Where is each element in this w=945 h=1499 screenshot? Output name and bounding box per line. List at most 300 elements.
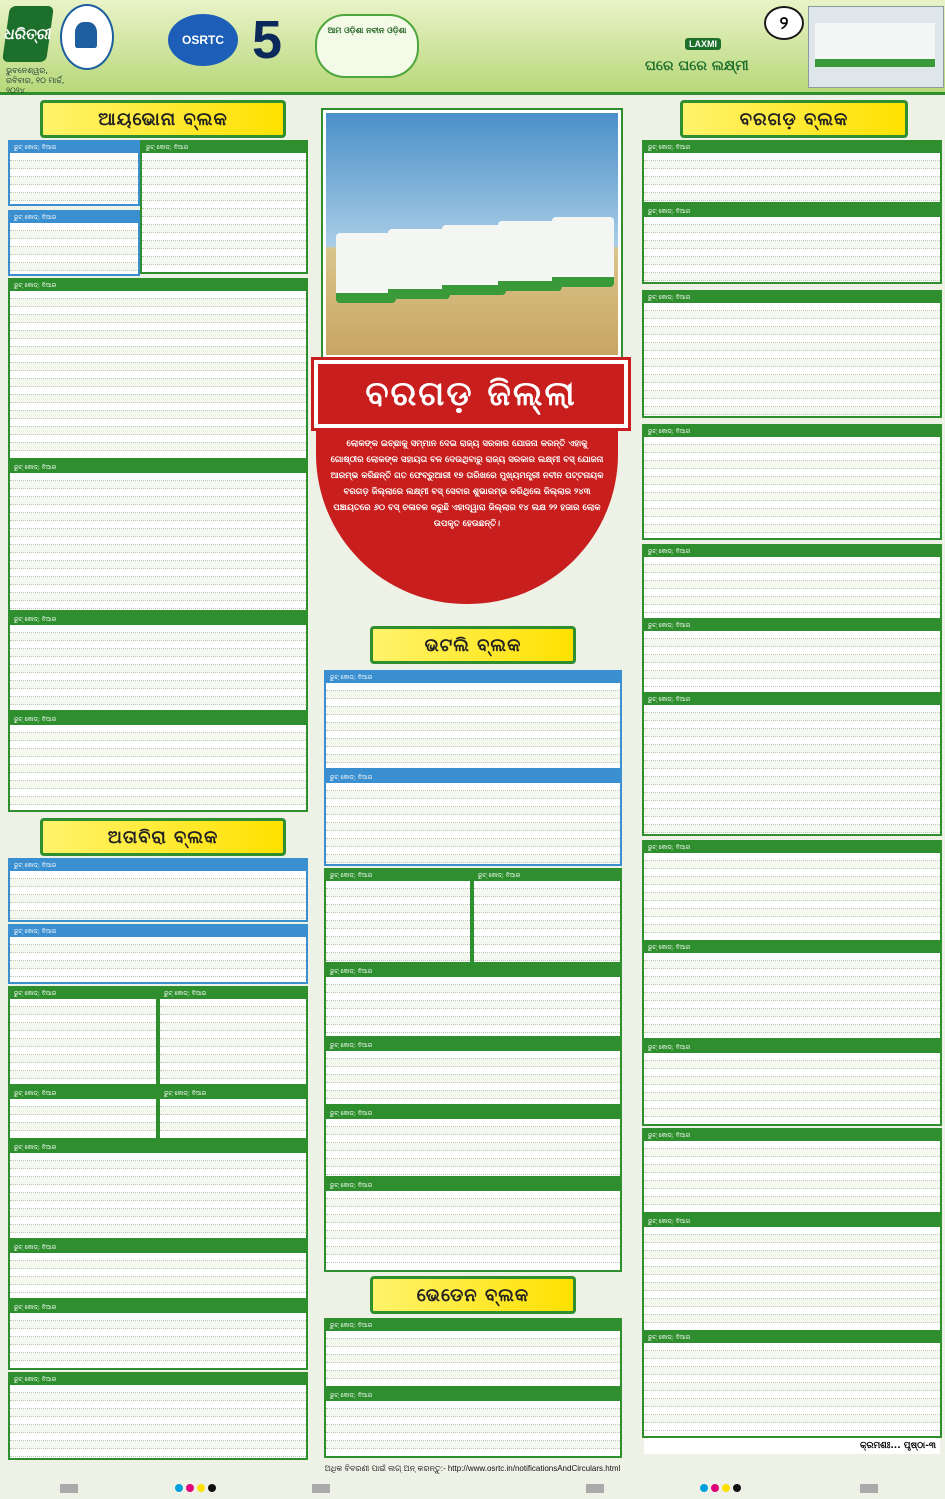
route-header: ରୁଟ୍ କୋଡ୍: ବିଆର	[10, 1302, 306, 1313]
table-row	[644, 311, 940, 319]
table-row	[644, 581, 940, 589]
table-row	[10, 733, 306, 741]
table-row	[644, 1399, 940, 1407]
table-row	[10, 781, 306, 789]
table-row	[644, 985, 940, 993]
route-header: ରୁଟ୍ କୋଡ୍: ବିଆର	[10, 926, 306, 937]
table-row	[644, 893, 940, 901]
table-row	[474, 937, 620, 945]
table-row	[644, 1259, 940, 1267]
table-row	[474, 881, 620, 889]
table-row	[10, 1417, 306, 1425]
table-row	[644, 647, 940, 655]
table-row	[644, 1077, 940, 1085]
route-header: ରୁଟ୍ କୋଡ୍: ବିଆର	[10, 1088, 156, 1099]
table-row	[644, 517, 940, 525]
timetable	[642, 544, 942, 620]
table-row	[644, 1415, 940, 1423]
table-row	[326, 823, 620, 831]
table-row	[10, 427, 306, 435]
table-row	[644, 303, 940, 311]
table-row	[326, 889, 470, 897]
table-row	[10, 561, 306, 569]
table-row	[160, 1039, 306, 1047]
route-header: ରୁଟ୍ କୋଡ୍: ବିଆର	[644, 942, 940, 953]
timetable	[642, 692, 942, 836]
table-row	[10, 797, 306, 805]
table-row	[10, 953, 306, 961]
table-row	[644, 185, 940, 193]
table-row	[326, 1009, 620, 1017]
table-row	[326, 1255, 620, 1263]
table-row	[644, 705, 940, 713]
table-row	[326, 799, 620, 807]
timetable	[324, 1178, 622, 1272]
table-row	[326, 855, 620, 863]
timetable	[8, 140, 140, 206]
table-row	[644, 1101, 940, 1109]
table-row	[644, 721, 940, 729]
table-row	[326, 707, 620, 715]
table-row	[644, 737, 940, 745]
route-header: ରୁଟ୍ କୋଡ୍: ବିଆର	[644, 546, 940, 557]
footer-url: ଅଧିକ ବିବରଣୀ ପାଇଁ ଲଗ୍ ଅନ୍ କରନ୍ତୁ:- http://www.osrtc.in/notificationsAndCirculars.html	[324, 1464, 621, 1473]
timetable	[642, 1330, 942, 1438]
table-row	[644, 241, 940, 249]
table-row	[142, 153, 306, 161]
route-header: ରୁଟ୍ କୋଡ୍: ବିଆର	[326, 672, 620, 683]
table-row	[10, 403, 306, 411]
route-header: ରୁଟ୍ କୋଡ୍: ବିଆର	[10, 1242, 306, 1253]
page-header	[0, 0, 945, 95]
route-header: ରୁଟ୍ କୋଡ୍: ବିଆର	[326, 966, 620, 977]
table-row	[474, 913, 620, 921]
table-row	[326, 723, 620, 731]
table-row	[644, 1359, 940, 1367]
page-number: ୨	[764, 6, 804, 40]
table-row	[10, 601, 306, 609]
table-row	[10, 529, 306, 537]
table-row	[326, 747, 620, 755]
timetable	[642, 940, 942, 1040]
table-row	[10, 387, 306, 395]
table-row	[326, 993, 620, 1001]
table-row	[326, 1001, 620, 1009]
table-row	[644, 1367, 940, 1375]
table-row	[10, 879, 306, 887]
table-row	[644, 993, 940, 1001]
table-row	[644, 1351, 940, 1359]
timetable	[8, 986, 158, 1086]
table-row	[326, 1231, 620, 1239]
timetable	[324, 1318, 622, 1388]
route-header: ରୁଟ୍ କୋଡ୍: ବିଆର	[326, 870, 470, 881]
table-row	[644, 493, 940, 501]
table-row	[326, 905, 470, 913]
table-row	[644, 501, 940, 509]
table-row	[10, 1063, 156, 1071]
registration-mark	[722, 1484, 730, 1492]
table-row	[10, 681, 306, 689]
timetable	[642, 1128, 942, 1214]
table-row	[10, 363, 306, 371]
route-header: ରୁଟ୍ କୋଡ୍: ବିଆର	[644, 142, 940, 153]
table-row	[10, 585, 306, 593]
table-row	[10, 895, 306, 903]
table-row	[10, 169, 138, 177]
table-row	[326, 755, 620, 763]
table-row	[10, 1449, 306, 1457]
table-row	[326, 1223, 620, 1231]
table-row	[10, 299, 306, 307]
table-row	[644, 1375, 940, 1383]
timetable	[8, 210, 140, 276]
table-row	[326, 1331, 620, 1339]
route-header: ରୁଟ୍ କୋଡ୍: ବିଆର	[644, 1332, 940, 1343]
table-row	[644, 1291, 940, 1299]
route-header: ରୁଟ୍ କୋଡ୍: ବିଆର	[160, 988, 306, 999]
table-row	[644, 557, 940, 565]
table-row	[10, 887, 306, 895]
timetable	[642, 204, 942, 284]
table-row	[160, 1099, 306, 1107]
table-row	[10, 625, 306, 633]
route-header: ରୁଟ୍ କୋଡ୍: ବିଆର	[10, 212, 138, 223]
route-header: ରୁଟ୍ କୋଡ୍: ବିଆର	[474, 870, 620, 881]
table-row	[142, 217, 306, 225]
table-row	[142, 233, 306, 241]
table-row	[644, 445, 940, 453]
table-row	[326, 783, 620, 791]
table-row	[644, 977, 940, 985]
table-row	[644, 589, 940, 597]
table-row	[644, 573, 940, 581]
table-row	[160, 1115, 306, 1123]
registration-mark	[197, 1484, 205, 1492]
table-row	[644, 1423, 940, 1431]
table-row	[644, 801, 940, 809]
table-row	[644, 925, 940, 933]
laxmi-logo	[645, 4, 775, 88]
table-row	[10, 1023, 156, 1031]
table-row	[160, 1031, 306, 1039]
route-header: ରୁଟ୍ କୋଡ୍: ବିଆର	[644, 206, 940, 217]
table-row	[474, 905, 620, 913]
table-row	[644, 777, 940, 785]
ayabhona-block-title: ଆୟଭୋନା ବ୍ଲକ	[40, 100, 286, 138]
table-row	[644, 1025, 940, 1033]
table-row	[326, 1143, 620, 1151]
table-row	[10, 411, 306, 419]
table-row	[10, 911, 306, 919]
table-row	[644, 861, 940, 869]
table-row	[10, 1161, 306, 1169]
route-header: ରୁଟ୍ କୋଡ୍: ବିଆର	[142, 142, 306, 153]
table-row	[326, 1215, 620, 1223]
table-row	[644, 265, 940, 273]
table-row	[644, 597, 940, 605]
table-row	[644, 1283, 940, 1291]
table-row	[644, 351, 940, 359]
route-header: ରୁଟ୍ କୋଡ୍: ବିଆର	[644, 620, 940, 631]
table-row	[326, 985, 620, 993]
table-row	[10, 1401, 306, 1409]
table-row	[142, 193, 306, 201]
table-row	[644, 1227, 940, 1235]
table-row	[644, 225, 940, 233]
table-row	[10, 355, 306, 363]
table-row	[10, 697, 306, 705]
table-row	[644, 1149, 940, 1157]
route-header: ରୁଟ୍ କୋଡ୍: ବିଆର	[644, 1042, 940, 1053]
table-row	[10, 1425, 306, 1433]
table-row	[142, 185, 306, 193]
table-row	[474, 897, 620, 905]
table-row	[10, 773, 306, 781]
table-row	[10, 395, 306, 403]
table-row	[10, 1217, 306, 1225]
table-row	[644, 1085, 940, 1093]
route-header: ରୁଟ୍ କୋଡ୍: ବିଆର	[160, 1088, 306, 1099]
table-row	[644, 1069, 940, 1077]
table-row	[644, 161, 940, 169]
table-row	[326, 897, 470, 905]
table-row	[142, 161, 306, 169]
table-row	[644, 153, 940, 161]
table-row	[10, 1201, 306, 1209]
table-row	[326, 1051, 620, 1059]
route-header: ରୁଟ୍ କୋଡ୍: ବିଆର	[326, 1320, 620, 1331]
table-row	[142, 169, 306, 177]
table-row	[10, 1393, 306, 1401]
laxmi-tagline: ଘରେ ଘରେ ଲକ୍ଷ୍ମୀ	[645, 58, 749, 74]
table-row	[644, 1267, 940, 1275]
table-row	[10, 1071, 156, 1079]
bheden-block-title: ଭେଡେନ ବ୍ଲକ	[370, 1276, 576, 1314]
table-row	[10, 1007, 156, 1015]
table-row	[644, 367, 940, 375]
timetable	[642, 1040, 942, 1126]
masthead-logo: ଧରିତ୍ରୀ	[2, 6, 54, 62]
table-row	[644, 1299, 940, 1307]
table-row	[644, 1275, 940, 1283]
table-row	[644, 1343, 940, 1351]
table-row	[326, 1067, 620, 1075]
table-row	[326, 1371, 620, 1379]
table-row	[644, 1061, 940, 1069]
table-row	[10, 641, 306, 649]
table-row	[160, 1015, 306, 1023]
route-header: ରୁଟ୍ କୋଡ୍: ବିଆର	[10, 142, 138, 153]
table-row	[10, 473, 306, 481]
laxmi-label: LAXMI	[685, 38, 721, 50]
table-row	[644, 399, 940, 407]
registration-bar	[860, 1484, 878, 1493]
table-row	[326, 731, 620, 739]
table-row	[10, 153, 138, 161]
table-row	[326, 739, 620, 747]
timetable	[324, 1038, 622, 1106]
table-row	[10, 657, 306, 665]
table-row	[10, 193, 138, 201]
table-row	[326, 715, 620, 723]
table-row	[644, 327, 940, 335]
table-row	[160, 1107, 306, 1115]
table-row	[644, 1243, 940, 1251]
table-row	[644, 1197, 940, 1205]
table-row	[644, 1315, 940, 1323]
table-row	[10, 1209, 306, 1217]
table-row	[10, 1193, 306, 1201]
table-row	[326, 1199, 620, 1207]
timetable	[642, 1214, 942, 1332]
table-row	[644, 761, 940, 769]
timetable	[8, 1086, 158, 1140]
table-row	[142, 241, 306, 249]
registration-mark	[208, 1484, 216, 1492]
timetable	[8, 858, 308, 922]
table-row	[326, 839, 620, 847]
timetable	[140, 140, 308, 274]
table-row	[10, 1115, 156, 1123]
table-row	[160, 1047, 306, 1055]
table-row	[644, 825, 940, 833]
continued-note: କ୍ରମଶଃ... ପୃଷ୍ଠା-୩	[644, 1438, 940, 1454]
route-header: ରୁଟ୍ କୋଡ୍: ବିଆର	[644, 292, 940, 303]
table-row	[474, 889, 620, 897]
table-row	[10, 1031, 156, 1039]
route-header: ରୁଟ୍ କୋଡ୍: ବିଆର	[326, 1040, 620, 1051]
table-row	[10, 1433, 306, 1441]
table-row	[644, 1383, 940, 1391]
table-row	[10, 649, 306, 657]
table-row	[10, 1345, 306, 1353]
table-row	[10, 315, 306, 323]
table-row	[10, 443, 306, 451]
table-row	[644, 249, 940, 257]
five-t-logo: 5	[252, 10, 283, 70]
table-row	[326, 791, 620, 799]
route-header: ରୁଟ୍ କୋଡ୍: ବିଆର	[326, 1180, 620, 1191]
table-row	[10, 1107, 156, 1115]
table-row	[10, 1277, 306, 1285]
table-row	[10, 1055, 156, 1063]
table-row	[326, 913, 470, 921]
table-row	[10, 185, 138, 193]
table-row	[10, 263, 138, 271]
table-row	[644, 679, 940, 687]
table-row	[474, 921, 620, 929]
route-header: ରୁଟ୍ କୋଡ୍: ବିଆର	[10, 462, 306, 473]
table-row	[10, 505, 306, 513]
table-row	[644, 961, 940, 969]
table-row	[326, 1347, 620, 1355]
table-row	[644, 525, 940, 533]
table-row	[10, 1177, 306, 1185]
timetable	[324, 868, 472, 964]
table-row	[326, 1417, 620, 1425]
route-header: ରୁଟ୍ କୋଡ୍: ବିଆର	[10, 860, 306, 871]
table-row	[644, 885, 940, 893]
table-row	[160, 999, 306, 1007]
table-row	[326, 1167, 620, 1175]
table-row	[474, 929, 620, 937]
table-row	[326, 921, 470, 929]
table-row	[326, 1207, 620, 1215]
table-row	[10, 633, 306, 641]
table-row	[644, 969, 940, 977]
table-row	[326, 1409, 620, 1417]
table-row	[10, 765, 306, 773]
timetable	[324, 670, 622, 770]
table-row	[10, 347, 306, 355]
table-row	[644, 391, 940, 399]
timetable	[158, 1086, 308, 1140]
route-header: ରୁଟ୍ କୋଡ୍: ବିଆର	[644, 426, 940, 437]
table-row	[10, 789, 306, 797]
timetable	[472, 868, 622, 964]
table-row	[326, 1075, 620, 1083]
table-row	[644, 509, 940, 517]
route-header: ରୁଟ୍ କୋଡ୍: ବିଆର	[644, 694, 940, 705]
route-header: ରୁଟ୍ କୋଡ୍: ବିଆର	[10, 614, 306, 625]
table-row	[10, 545, 306, 553]
table-row	[326, 691, 620, 699]
table-row	[10, 945, 306, 953]
table-row	[10, 961, 306, 969]
table-row	[326, 1151, 620, 1159]
table-row	[644, 407, 940, 415]
table-row	[10, 239, 138, 247]
table-row	[10, 673, 306, 681]
table-row	[10, 553, 306, 561]
table-row	[10, 481, 306, 489]
route-header: ରୁଟ୍ କୋଡ୍: ବିଆର	[326, 1390, 620, 1401]
table-row	[160, 1023, 306, 1031]
table-row	[644, 359, 940, 367]
timetable	[158, 986, 308, 1086]
timetable	[642, 618, 942, 694]
bus-photo	[808, 6, 944, 88]
table-row	[160, 1007, 306, 1015]
route-header: ରୁଟ୍ କୋଡ୍: ବିଆର	[644, 1130, 940, 1141]
table-row	[644, 565, 940, 573]
table-row	[644, 383, 940, 391]
table-row	[10, 489, 306, 497]
table-row	[644, 233, 940, 241]
table-row	[644, 1307, 940, 1315]
table-row	[10, 1047, 156, 1055]
route-header: ରୁଟ୍ କୋଡ୍: ବିଆର	[10, 280, 306, 291]
news-text: ଲୋକଙ୍କ ଇଚ୍ଛାକୁ ସମ୍ମାନ ଦେଇ ରାଜ୍ୟ ସରକାର ଯୋଜନା କରନ୍ତି ଏହାକୁ ଗୋଷ୍ଠୀର ଲୋକଙ୍କ ସହାୟତା ବଳ ଦେଉଥିବାରୁ ରାଜ୍ୟ ସରକାର ଲକ୍ଷ୍ମୀ ବସ୍ ଯୋଜନା ଆରମ୍ଭ କରିଛନ୍ତି ଗତ ଫେବ୍ରୁଆରୀ ୧୭ ତାରିଖରେ ମୁଖ୍ୟମନ୍ତ୍ରୀ ନବୀନ ପଟ୍ଟନାୟକ ବରଗଡ଼ ଜିଲ୍ଲାରେ ଲକ୍ଷ୍ମୀ ବସ୍ ସେବାର ଶୁଭାରମ୍ଭ କରିଥିଲେ ଜିଲ୍ଲାର ୨୪୩ ପଞ୍ଚାୟତରେ ୬୦ ବସ୍ ଚଳାଚଳ କରୁଛି ଏହାଦ୍ୱାରା ଜିଲ୍ଲାର ୧୪ ଲକ୍ଷ ୨୨ ହଜାର ଲୋକ ଉପକୃତ ହେଉଛନ୍ତି।	[316, 428, 618, 604]
table-row	[10, 1337, 306, 1345]
table-row	[326, 1441, 620, 1449]
table-row	[10, 1225, 306, 1233]
timetable	[8, 278, 308, 460]
table-row	[644, 663, 940, 671]
table-row	[644, 1173, 940, 1181]
table-row	[10, 161, 138, 169]
table-row	[10, 1153, 306, 1161]
table-row	[10, 255, 138, 263]
table-row	[326, 977, 620, 985]
table-row	[644, 1141, 940, 1149]
table-row	[142, 209, 306, 217]
atabira-block-title: ଅତାବିରା ବ୍ଲକ	[40, 818, 286, 856]
table-row	[326, 1025, 620, 1033]
table-row	[644, 713, 940, 721]
timetable	[8, 1140, 308, 1240]
